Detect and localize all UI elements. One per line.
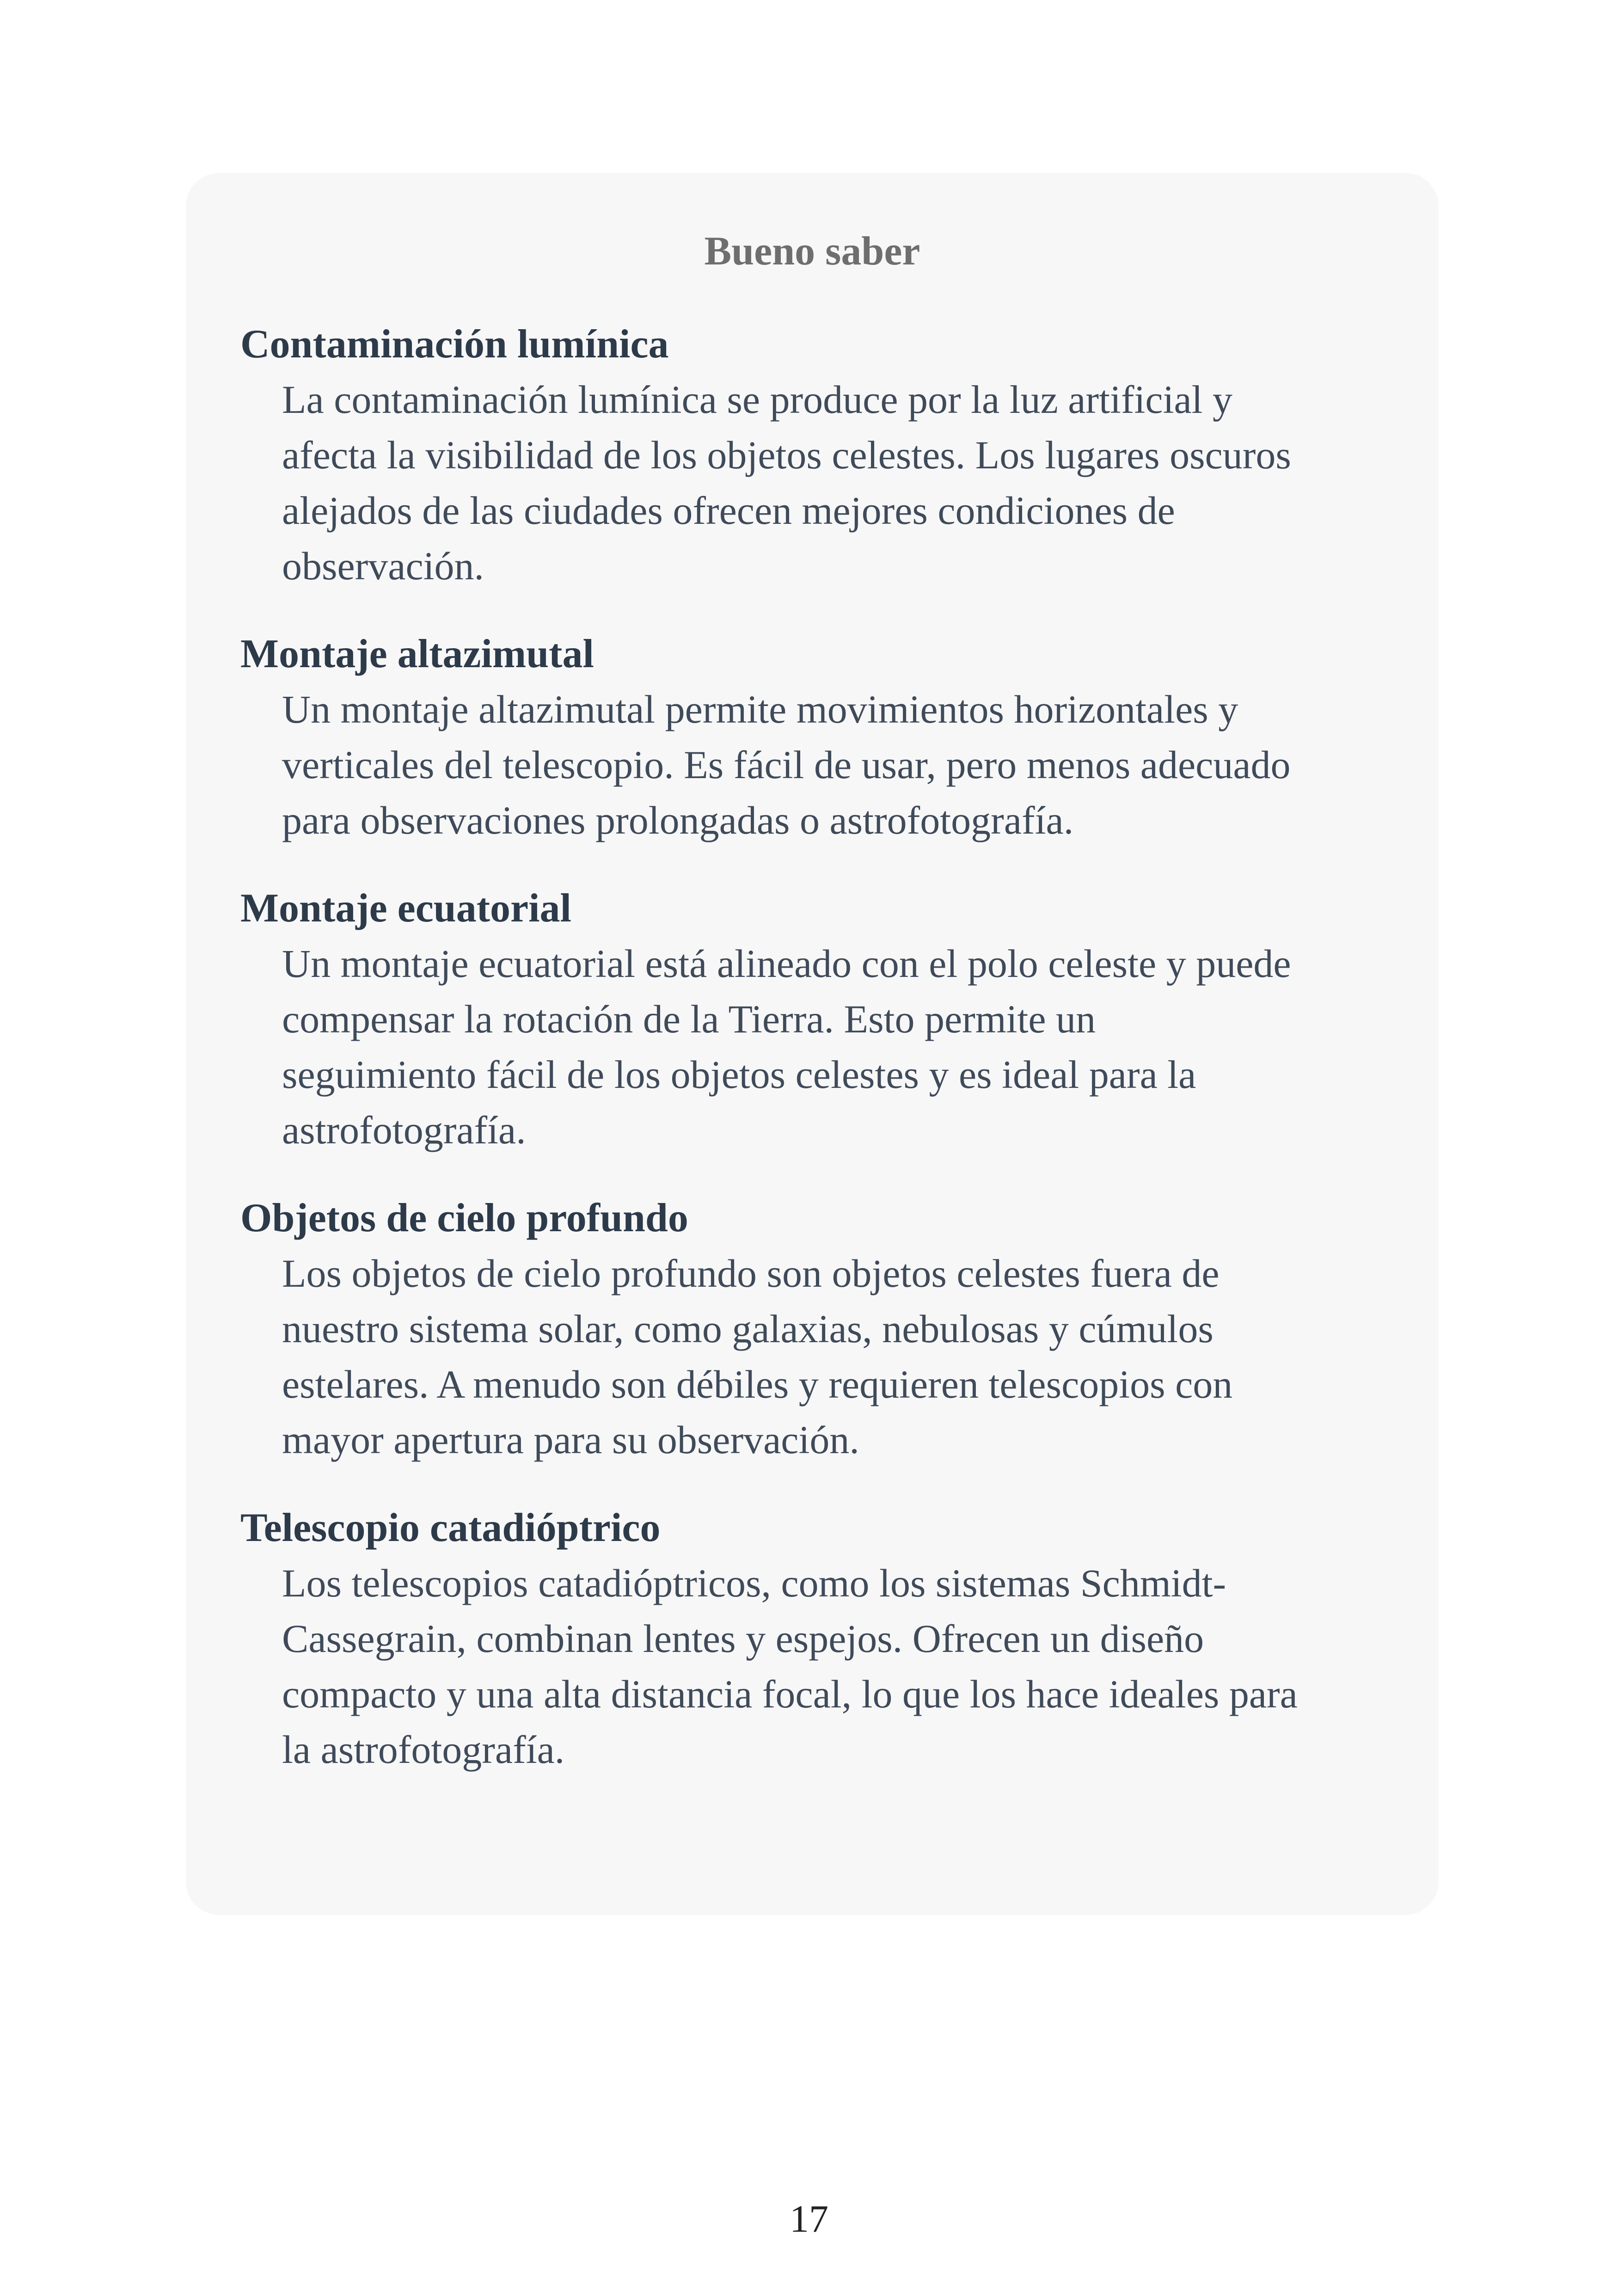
glossary-term: Montaje ecuatorial (240, 886, 571, 931)
glossary-entry (240, 881, 1405, 1158)
glossary-list (240, 317, 1405, 1811)
glossary-term: Objetos de cielo profundo (240, 1196, 688, 1240)
info-box-title: Bueno saber (704, 229, 920, 274)
glossary-definition: Los objetos de cielo profundo son objetos celestes fuera de nuestro sistema solar, como galaxias, nebulosas y cúmulos estelares. A menudo son débiles y requieren telescopios con mayor apertura para su observación. (282, 1251, 1233, 1462)
glossary-entry (240, 1501, 1405, 1777)
glossary-entry (240, 1191, 1405, 1467)
info-box (186, 173, 1439, 1915)
glossary-term: Montaje altazimutal (240, 632, 594, 676)
glossary-definition: Un montaje ecuatorial está alineado con el polo celeste y puede compensar la rotación de la Tierra. Esto permite un seguimiento fácil de los objetos celestes y es ideal para la astrofotografía. (282, 941, 1291, 1152)
page-number: 17 (790, 2198, 828, 2241)
glossary-definition: Un montaje altazimutal permite movimientos horizontales y verticales del telescopio. Es fácil de usar, pero menos adecuado para observaciones prolongadas o astrofotografía. (282, 687, 1291, 842)
glossary-entry (240, 317, 1405, 594)
glossary-entry (240, 627, 1405, 848)
glossary-definition: La contaminación lumínica se produce por la luz artificial y afecta la visibilidad de los objetos celestes. Los lugares oscuros alejados de las ciudades ofrecen mejores condiciones de observación. (282, 377, 1291, 588)
glossary-term: Telescopio catadióptrico (240, 1505, 661, 1550)
glossary-term: Contaminación lumínica (240, 322, 669, 367)
glossary-definition: Los telescopios catadióptricos, como los sistemas Schmidt- Cassegrain, combinan lentes y espejos. Ofrecen un diseño compacto y una alta distancia focal, lo que los hace ideales para la astrofotografía. (282, 1561, 1298, 1772)
